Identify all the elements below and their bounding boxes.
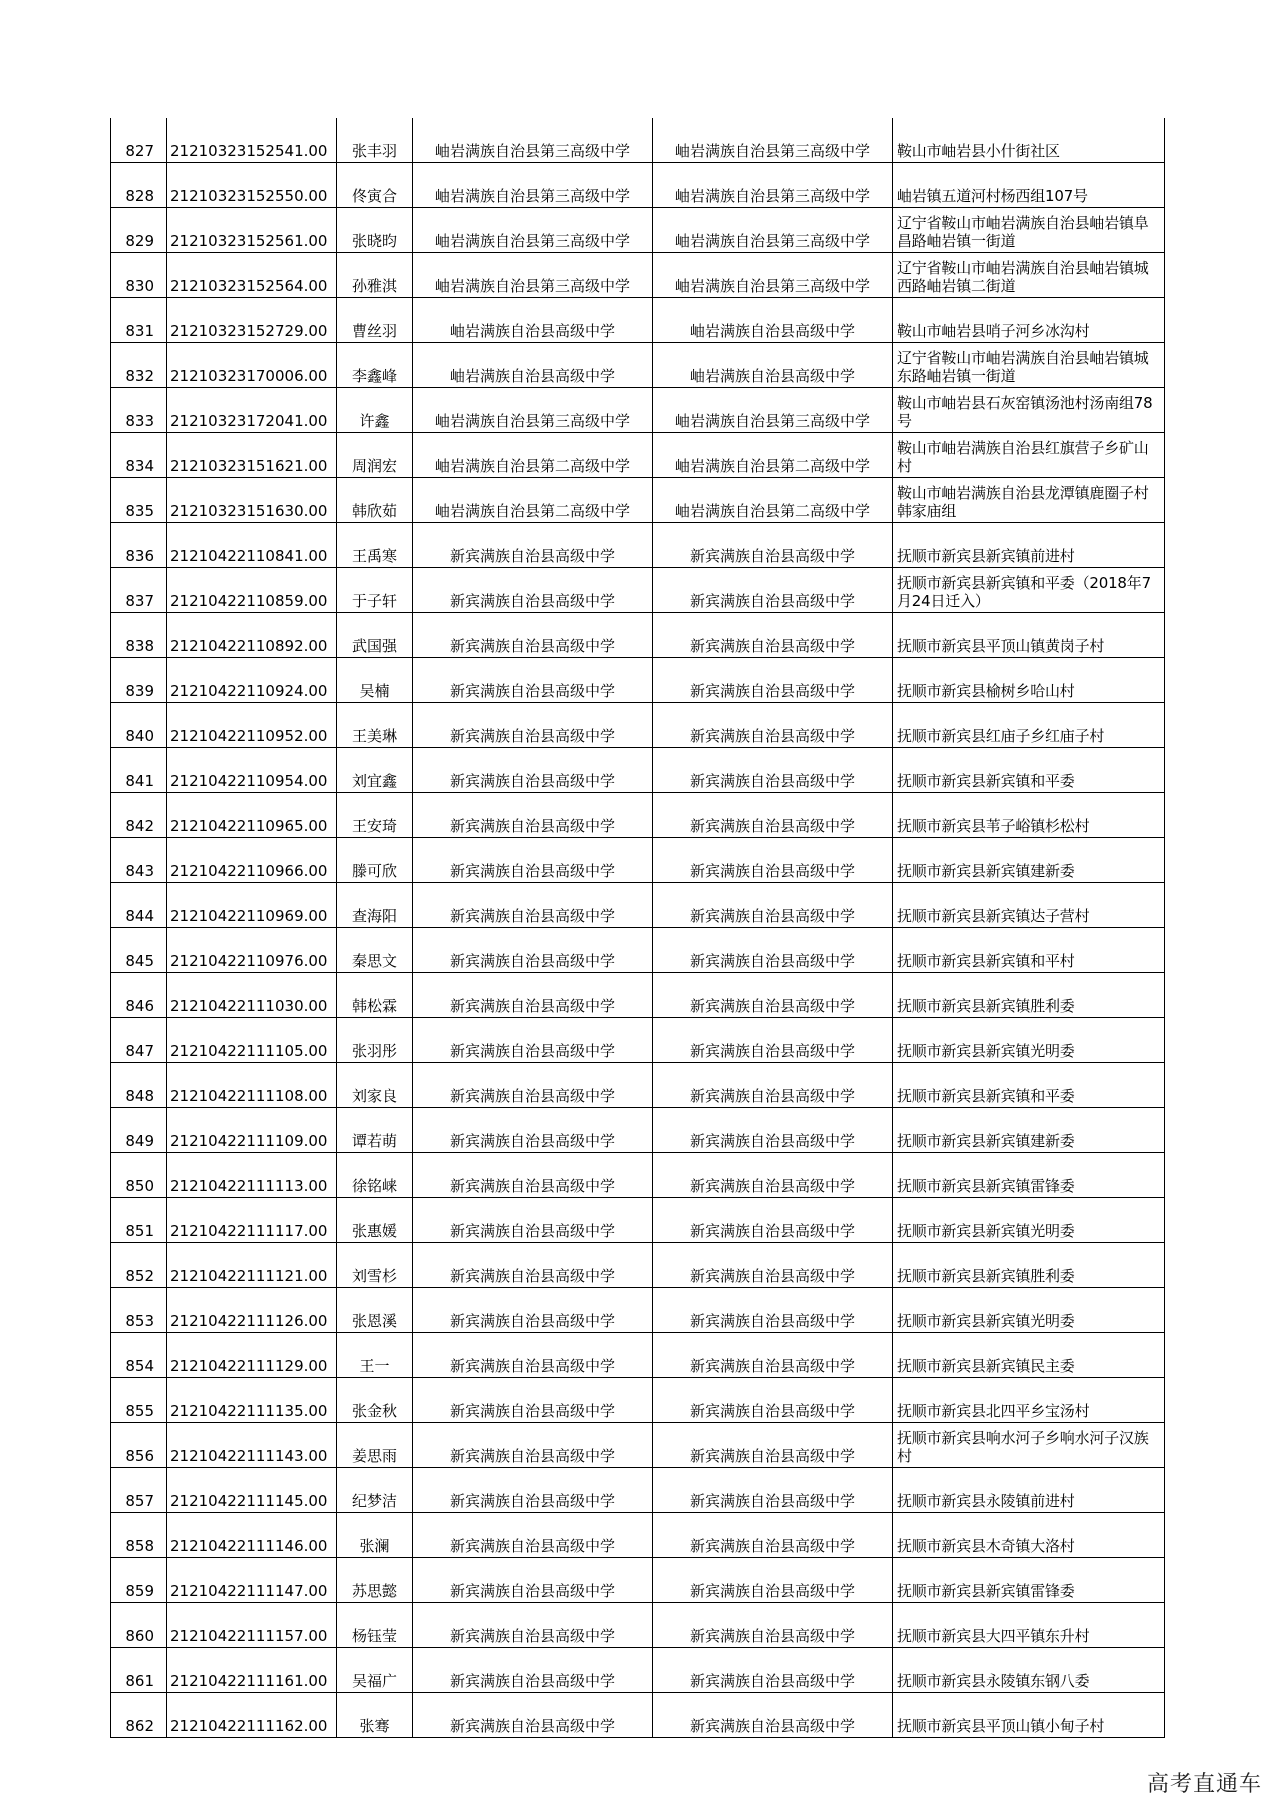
home-address-cell: 抚顺市新宾县木奇镇大洛村 — [893, 1513, 1165, 1558]
school-name-cell: 新宾满族自治县高级中学 — [413, 1153, 653, 1198]
table-row — [111, 1153, 1165, 1198]
admitting-school-cell: 新宾满族自治县高级中学 — [653, 1378, 893, 1423]
home-address-cell: 抚顺市新宾县新宾镇胜利委 — [893, 1243, 1165, 1288]
student-name-cell: 徐铭崃 — [337, 1153, 413, 1198]
admitting-school-cell: 新宾满族自治县高级中学 — [653, 1153, 893, 1198]
home-address-cell: 抚顺市新宾县响水河子乡响水河子汉族村 — [893, 1423, 1165, 1468]
row-number-cell: 833 — [111, 388, 167, 433]
home-address-cell: 辽宁省鞍山市岫岩满族自治县岫岩镇城西路岫岩镇二街道 — [893, 253, 1165, 298]
school-name-cell: 岫岩满族自治县第三高级中学 — [413, 253, 653, 298]
table-row — [111, 1198, 1165, 1243]
school-name-cell: 新宾满族自治县高级中学 — [413, 523, 653, 568]
student-name-cell: 刘宜鑫 — [337, 748, 413, 793]
admitting-school-cell: 新宾满族自治县高级中学 — [653, 1423, 893, 1468]
home-address-cell: 抚顺市新宾县红庙子乡红庙子村 — [893, 703, 1165, 748]
row-number-cell: 848 — [111, 1063, 167, 1108]
home-address-cell: 抚顺市新宾县新宾镇和平委 — [893, 748, 1165, 793]
home-address-cell: 抚顺市新宾县新宾镇光明委 — [893, 1018, 1165, 1063]
school-name-cell: 新宾满族自治县高级中学 — [413, 928, 653, 973]
candidate-id-cell: 21210422111030.00 — [167, 973, 337, 1018]
candidate-id-cell: 21210422110859.00 — [167, 568, 337, 613]
school-name-cell: 新宾满族自治县高级中学 — [413, 703, 653, 748]
admitting-school-cell: 新宾满族自治县高级中学 — [653, 1243, 893, 1288]
student-name-cell: 张金秋 — [337, 1378, 413, 1423]
table-row — [111, 298, 1165, 343]
table-row — [111, 1378, 1165, 1423]
admitting-school-cell: 新宾满族自治县高级中学 — [653, 1558, 893, 1603]
student-name-cell: 刘雪杉 — [337, 1243, 413, 1288]
watermark-text: 高考直通车 — [1146, 1772, 1262, 1797]
home-address-cell: 抚顺市新宾县苇子峪镇杉松村 — [893, 793, 1165, 838]
table-row — [111, 1648, 1165, 1693]
row-number-cell: 850 — [111, 1153, 167, 1198]
candidate-id-cell: 21210323152729.00 — [167, 298, 337, 343]
school-name-cell: 新宾满族自治县高级中学 — [413, 1288, 653, 1333]
student-name-cell: 滕可欣 — [337, 838, 413, 883]
table-row — [111, 613, 1165, 658]
admitting-school-cell: 新宾满族自治县高级中学 — [653, 1648, 893, 1693]
school-name-cell: 新宾满族自治县高级中学 — [413, 658, 653, 703]
school-name-cell: 新宾满族自治县高级中学 — [413, 1693, 653, 1738]
table-row — [111, 658, 1165, 703]
admitting-school-cell: 新宾满族自治县高级中学 — [653, 1513, 893, 1558]
student-name-cell: 张晓昀 — [337, 208, 413, 253]
candidate-id-cell: 21210422110952.00 — [167, 703, 337, 748]
table-row — [111, 343, 1165, 388]
table-row — [111, 928, 1165, 973]
school-name-cell: 新宾满族自治县高级中学 — [413, 1333, 653, 1378]
candidate-id-cell: 21210422111129.00 — [167, 1333, 337, 1378]
candidate-id-cell: 21210422110965.00 — [167, 793, 337, 838]
row-number-cell: 841 — [111, 748, 167, 793]
student-name-cell: 张丰羽 — [337, 118, 413, 163]
table-row — [111, 838, 1165, 883]
roster-table — [110, 118, 1165, 1738]
table-row — [111, 793, 1165, 838]
admitting-school-cell: 岫岩满族自治县第三高级中学 — [653, 208, 893, 253]
candidate-id-cell: 21210323170006.00 — [167, 343, 337, 388]
candidate-id-cell: 21210422111113.00 — [167, 1153, 337, 1198]
candidate-id-cell: 21210422111143.00 — [167, 1423, 337, 1468]
school-name-cell: 新宾满族自治县高级中学 — [413, 1243, 653, 1288]
student-name-cell: 姜思雨 — [337, 1423, 413, 1468]
row-number-cell: 860 — [111, 1603, 167, 1648]
student-name-cell: 周润宏 — [337, 433, 413, 478]
home-address-cell: 抚顺市新宾县新宾镇和平委 — [893, 1063, 1165, 1108]
school-name-cell: 新宾满族自治县高级中学 — [413, 568, 653, 613]
candidate-id-cell: 21210422111157.00 — [167, 1603, 337, 1648]
table-row — [111, 523, 1165, 568]
admitting-school-cell: 新宾满族自治县高级中学 — [653, 1603, 893, 1648]
school-name-cell: 新宾满族自治县高级中学 — [413, 1513, 653, 1558]
home-address-cell: 鞍山市岫岩县石灰窑镇汤池村汤南组78号 — [893, 388, 1165, 433]
home-address-cell: 辽宁省鞍山市岫岩满族自治县岫岩镇阜昌路岫岩镇一街道 — [893, 208, 1165, 253]
row-number-cell: 858 — [111, 1513, 167, 1558]
admitting-school-cell: 新宾满族自治县高级中学 — [653, 1288, 893, 1333]
admitting-school-cell: 新宾满族自治县高级中学 — [653, 523, 893, 568]
home-address-cell: 抚顺市新宾县新宾镇和平委（2018年7月24日迁入） — [893, 568, 1165, 613]
home-address-cell: 抚顺市新宾县平顶山镇小甸子村 — [893, 1693, 1165, 1738]
candidate-id-cell: 21210422111105.00 — [167, 1018, 337, 1063]
row-number-cell: 834 — [111, 433, 167, 478]
candidate-id-cell: 21210422110892.00 — [167, 613, 337, 658]
home-address-cell: 鞍山市岫岩满族自治县红旗营子乡矿山村 — [893, 433, 1165, 478]
admitting-school-cell: 岫岩满族自治县第三高级中学 — [653, 388, 893, 433]
admitting-school-cell: 新宾满族自治县高级中学 — [653, 928, 893, 973]
student-name-cell: 于子轩 — [337, 568, 413, 613]
school-name-cell: 岫岩满族自治县第三高级中学 — [413, 163, 653, 208]
admitting-school-cell: 岫岩满族自治县高级中学 — [653, 298, 893, 343]
table-row — [111, 433, 1165, 478]
home-address-cell: 抚顺市新宾县平顶山镇黄岗子村 — [893, 613, 1165, 658]
student-name-cell: 孙雅淇 — [337, 253, 413, 298]
row-number-cell: 859 — [111, 1558, 167, 1603]
candidate-id-cell: 21210422110924.00 — [167, 658, 337, 703]
school-name-cell: 新宾满族自治县高级中学 — [413, 1378, 653, 1423]
table-row — [111, 1018, 1165, 1063]
row-number-cell: 828 — [111, 163, 167, 208]
school-name-cell: 新宾满族自治县高级中学 — [413, 883, 653, 928]
candidate-id-cell: 21210323172041.00 — [167, 388, 337, 433]
row-number-cell: 840 — [111, 703, 167, 748]
row-number-cell: 849 — [111, 1108, 167, 1153]
school-name-cell: 新宾满族自治县高级中学 — [413, 793, 653, 838]
school-name-cell: 岫岩满族自治县第三高级中学 — [413, 118, 653, 163]
table-row — [111, 703, 1165, 748]
student-name-cell: 李鑫峰 — [337, 343, 413, 388]
row-number-cell: 854 — [111, 1333, 167, 1378]
candidate-id-cell: 21210323151630.00 — [167, 478, 337, 523]
admitting-school-cell: 岫岩满族自治县第二高级中学 — [653, 433, 893, 478]
school-name-cell: 新宾满族自治县高级中学 — [413, 1108, 653, 1153]
school-name-cell: 新宾满族自治县高级中学 — [413, 1063, 653, 1108]
student-name-cell: 刘家良 — [337, 1063, 413, 1108]
table-row — [111, 1558, 1165, 1603]
candidate-id-cell: 21210323151621.00 — [167, 433, 337, 478]
admitting-school-cell: 新宾满族自治县高级中学 — [653, 1468, 893, 1513]
home-address-cell: 抚顺市新宾县永陵镇前进村 — [893, 1468, 1165, 1513]
admitting-school-cell: 岫岩满族自治县第三高级中学 — [653, 253, 893, 298]
table-row — [111, 253, 1165, 298]
row-number-cell: 839 — [111, 658, 167, 703]
row-number-cell: 830 — [111, 253, 167, 298]
home-address-cell: 抚顺市新宾县新宾镇光明委 — [893, 1288, 1165, 1333]
school-name-cell: 岫岩满族自治县第二高级中学 — [413, 478, 653, 523]
student-name-cell: 张恩溪 — [337, 1288, 413, 1333]
candidate-id-cell: 21210422111162.00 — [167, 1693, 337, 1738]
candidate-id-cell: 21210323152541.00 — [167, 118, 337, 163]
table-row — [111, 1693, 1165, 1738]
row-number-cell: 857 — [111, 1468, 167, 1513]
candidate-id-cell: 21210422111108.00 — [167, 1063, 337, 1108]
student-name-cell: 查海阳 — [337, 883, 413, 928]
home-address-cell: 抚顺市新宾县新宾镇雷锋委 — [893, 1558, 1165, 1603]
table-row — [111, 208, 1165, 253]
table-row — [111, 1288, 1165, 1333]
candidate-id-cell: 21210323152564.00 — [167, 253, 337, 298]
school-name-cell: 新宾满族自治县高级中学 — [413, 1468, 653, 1513]
table-row — [111, 163, 1165, 208]
student-name-cell: 王禹寒 — [337, 523, 413, 568]
table-row — [111, 1603, 1165, 1648]
school-name-cell: 新宾满族自治县高级中学 — [413, 1648, 653, 1693]
admitting-school-cell: 新宾满族自治县高级中学 — [653, 703, 893, 748]
student-name-cell: 曹丝羽 — [337, 298, 413, 343]
school-name-cell: 新宾满族自治县高级中学 — [413, 1603, 653, 1648]
school-name-cell: 新宾满族自治县高级中学 — [413, 748, 653, 793]
table-row — [111, 1423, 1165, 1468]
candidate-id-cell: 21210422110966.00 — [167, 838, 337, 883]
admitting-school-cell: 新宾满族自治县高级中学 — [653, 1693, 893, 1738]
student-name-cell: 张惠媛 — [337, 1198, 413, 1243]
row-number-cell: 861 — [111, 1648, 167, 1693]
row-number-cell: 829 — [111, 208, 167, 253]
student-name-cell: 韩松霖 — [337, 973, 413, 1018]
admitting-school-cell: 新宾满族自治县高级中学 — [653, 1333, 893, 1378]
student-name-cell: 苏思懿 — [337, 1558, 413, 1603]
row-number-cell: 831 — [111, 298, 167, 343]
row-number-cell: 856 — [111, 1423, 167, 1468]
student-name-cell: 王美琳 — [337, 703, 413, 748]
candidate-id-cell: 21210422111161.00 — [167, 1648, 337, 1693]
student-name-cell: 谭若萌 — [337, 1108, 413, 1153]
home-address-cell: 抚顺市新宾县北四平乡宝汤村 — [893, 1378, 1165, 1423]
table-row — [111, 973, 1165, 1018]
admitting-school-cell: 岫岩满族自治县第三高级中学 — [653, 163, 893, 208]
student-name-cell: 杨钰莹 — [337, 1603, 413, 1648]
row-number-cell: 846 — [111, 973, 167, 1018]
candidate-id-cell: 21210422111146.00 — [167, 1513, 337, 1558]
table-row — [111, 478, 1165, 523]
school-name-cell: 岫岩满族自治县高级中学 — [413, 343, 653, 388]
home-address-cell: 鞍山市岫岩满族自治县龙潭镇鹿圈子村韩家庙组 — [893, 478, 1165, 523]
row-number-cell: 836 — [111, 523, 167, 568]
candidate-id-cell: 21210422111109.00 — [167, 1108, 337, 1153]
school-name-cell: 岫岩满族自治县高级中学 — [413, 298, 653, 343]
school-name-cell: 新宾满族自治县高级中学 — [413, 838, 653, 883]
student-name-cell: 纪梦洁 — [337, 1468, 413, 1513]
admitting-school-cell: 新宾满族自治县高级中学 — [653, 793, 893, 838]
row-number-cell: 835 — [111, 478, 167, 523]
row-number-cell: 853 — [111, 1288, 167, 1333]
student-name-cell: 吴楠 — [337, 658, 413, 703]
home-address-cell: 抚顺市新宾县新宾镇建新委 — [893, 1108, 1165, 1153]
school-name-cell: 新宾满族自治县高级中学 — [413, 1558, 653, 1603]
admitting-school-cell: 岫岩满族自治县高级中学 — [653, 343, 893, 388]
school-name-cell: 新宾满族自治县高级中学 — [413, 1018, 653, 1063]
school-name-cell: 新宾满族自治县高级中学 — [413, 1423, 653, 1468]
table-row — [111, 748, 1165, 793]
admitting-school-cell: 新宾满族自治县高级中学 — [653, 1063, 893, 1108]
admitting-school-cell: 新宾满族自治县高级中学 — [653, 1108, 893, 1153]
table-row — [111, 388, 1165, 433]
home-address-cell: 抚顺市新宾县新宾镇达子营村 — [893, 883, 1165, 928]
school-name-cell: 新宾满族自治县高级中学 — [413, 1198, 653, 1243]
student-name-cell: 佟寅合 — [337, 163, 413, 208]
row-number-cell: 844 — [111, 883, 167, 928]
school-name-cell: 岫岩满族自治县第二高级中学 — [413, 433, 653, 478]
home-address-cell: 抚顺市新宾县新宾镇雷锋委 — [893, 1153, 1165, 1198]
student-name-cell: 王一 — [337, 1333, 413, 1378]
school-name-cell: 新宾满族自治县高级中学 — [413, 973, 653, 1018]
table-row — [111, 1333, 1165, 1378]
candidate-id-cell: 21210422111147.00 — [167, 1558, 337, 1603]
home-address-cell: 抚顺市新宾县榆树乡哈山村 — [893, 658, 1165, 703]
table-row — [111, 568, 1165, 613]
admitting-school-cell: 新宾满族自治县高级中学 — [653, 838, 893, 883]
student-name-cell: 武国强 — [337, 613, 413, 658]
row-number-cell: 847 — [111, 1018, 167, 1063]
table-row — [111, 1468, 1165, 1513]
admitting-school-cell: 新宾满族自治县高级中学 — [653, 1198, 893, 1243]
row-number-cell: 838 — [111, 613, 167, 658]
home-address-cell: 岫岩镇五道河村杨西组107号 — [893, 163, 1165, 208]
home-address-cell: 抚顺市新宾县新宾镇民主委 — [893, 1333, 1165, 1378]
row-number-cell: 832 — [111, 343, 167, 388]
student-name-cell: 张澜 — [337, 1513, 413, 1558]
candidate-id-cell: 21210323152550.00 — [167, 163, 337, 208]
admitting-school-cell: 新宾满族自治县高级中学 — [653, 613, 893, 658]
candidate-id-cell: 21210422111135.00 — [167, 1378, 337, 1423]
row-number-cell: 852 — [111, 1243, 167, 1288]
table-row — [111, 1243, 1165, 1288]
row-number-cell: 855 — [111, 1378, 167, 1423]
row-number-cell: 837 — [111, 568, 167, 613]
table-row — [111, 118, 1165, 163]
home-address-cell: 抚顺市新宾县永陵镇东钢八委 — [893, 1648, 1165, 1693]
row-number-cell: 845 — [111, 928, 167, 973]
school-name-cell: 岫岩满族自治县第三高级中学 — [413, 208, 653, 253]
table-row — [111, 883, 1165, 928]
row-number-cell: 862 — [111, 1693, 167, 1738]
home-address-cell: 抚顺市新宾县新宾镇和平村 — [893, 928, 1165, 973]
row-number-cell: 827 — [111, 118, 167, 163]
student-name-cell: 秦思文 — [337, 928, 413, 973]
student-name-cell: 吴福广 — [337, 1648, 413, 1693]
candidate-id-cell: 21210422110976.00 — [167, 928, 337, 973]
home-address-cell: 抚顺市新宾县新宾镇建新委 — [893, 838, 1165, 883]
home-address-cell: 抚顺市新宾县新宾镇前进村 — [893, 523, 1165, 568]
candidate-id-cell: 21210422110969.00 — [167, 883, 337, 928]
home-address-cell: 鞍山市岫岩县小什街社区 — [893, 118, 1165, 163]
student-name-cell: 张骞 — [337, 1693, 413, 1738]
admitting-school-cell: 新宾满族自治县高级中学 — [653, 883, 893, 928]
row-number-cell: 842 — [111, 793, 167, 838]
candidate-id-cell: 21210422110954.00 — [167, 748, 337, 793]
candidate-id-cell: 21210422111145.00 — [167, 1468, 337, 1513]
admitting-school-cell: 新宾满族自治县高级中学 — [653, 1018, 893, 1063]
table-row — [111, 1063, 1165, 1108]
candidate-id-cell: 21210422111121.00 — [167, 1243, 337, 1288]
student-name-cell: 许鑫 — [337, 388, 413, 433]
row-number-cell: 843 — [111, 838, 167, 883]
student-name-cell: 张羽彤 — [337, 1018, 413, 1063]
home-address-cell: 抚顺市新宾县新宾镇光明委 — [893, 1198, 1165, 1243]
candidate-id-cell: 21210422111117.00 — [167, 1198, 337, 1243]
school-name-cell: 岫岩满族自治县第三高级中学 — [413, 388, 653, 433]
home-address-cell: 抚顺市新宾县大四平镇东升村 — [893, 1603, 1165, 1648]
candidate-id-cell: 21210323152561.00 — [167, 208, 337, 253]
candidate-id-cell: 21210422110841.00 — [167, 523, 337, 568]
home-address-cell: 抚顺市新宾县新宾镇胜利委 — [893, 973, 1165, 1018]
admitting-school-cell: 新宾满族自治县高级中学 — [653, 568, 893, 613]
admitting-school-cell: 新宾满族自治县高级中学 — [653, 658, 893, 703]
table-row — [111, 1108, 1165, 1153]
admitting-school-cell: 新宾满族自治县高级中学 — [653, 973, 893, 1018]
home-address-cell: 鞍山市岫岩县哨子河乡冰沟村 — [893, 298, 1165, 343]
school-name-cell: 新宾满族自治县高级中学 — [413, 613, 653, 658]
row-number-cell: 851 — [111, 1198, 167, 1243]
admitting-school-cell: 岫岩满族自治县第三高级中学 — [653, 118, 893, 163]
admitting-school-cell: 新宾满族自治县高级中学 — [653, 748, 893, 793]
roster-table-body — [111, 118, 1165, 1738]
candidate-id-cell: 21210422111126.00 — [167, 1288, 337, 1333]
table-row — [111, 1513, 1165, 1558]
student-name-cell: 王安琦 — [337, 793, 413, 838]
student-name-cell: 韩欣茹 — [337, 478, 413, 523]
home-address-cell: 辽宁省鞍山市岫岩满族自治县岫岩镇城东路岫岩镇一街道 — [893, 343, 1165, 388]
admitting-school-cell: 岫岩满族自治县第二高级中学 — [653, 478, 893, 523]
